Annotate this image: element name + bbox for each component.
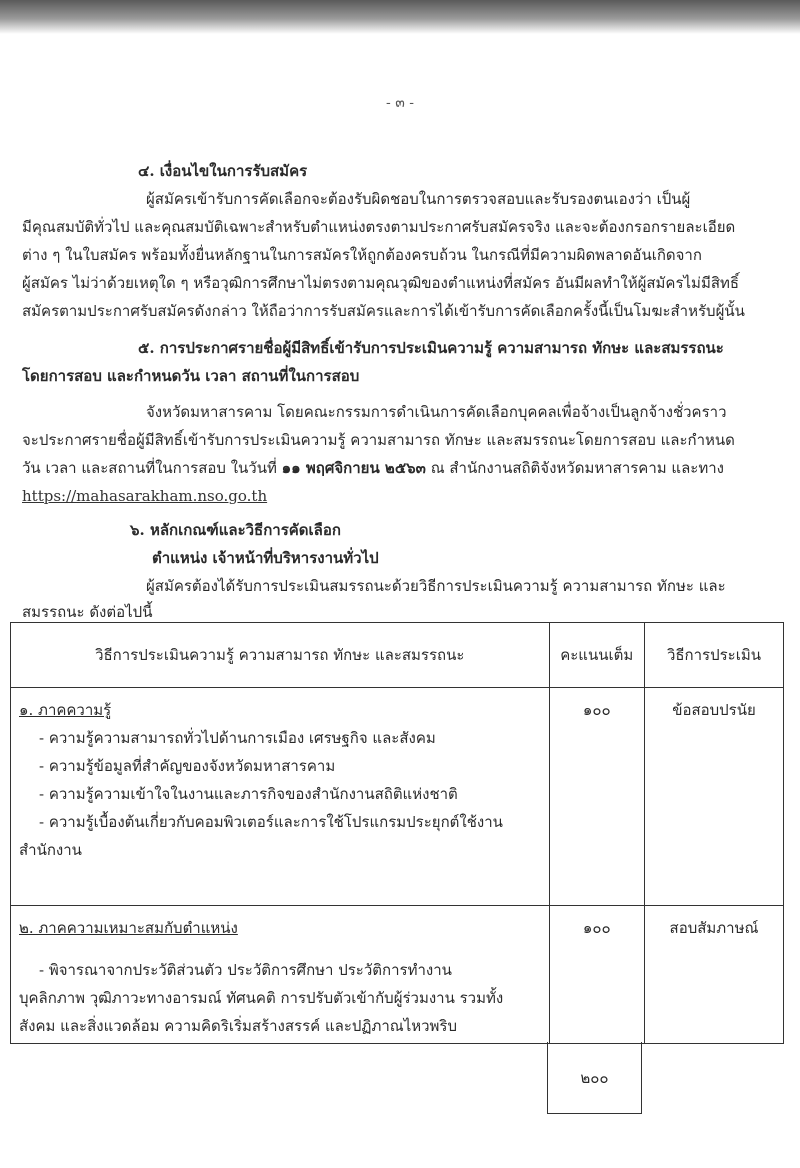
list-item: - ความรู้ความสามารถทั่วไปด้านการเมือง เศรษฐกิจ และสังคม — [39, 729, 436, 747]
row-suitability-cell — [11, 906, 550, 1044]
section-4-line: ต่าง ๆ ในใบสมัคร พร้อมทั้งยื่นหลักฐานในการสมัครให้ถูกต้องครบถ้วน ในกรณีที่มีความผิดพลาดอันเกิดจาก — [22, 246, 702, 264]
exam-date: ๑๑ พฤศจิกายน ๒๕๖๓ — [281, 459, 426, 477]
section-5-line: จังหวัดมหาสารคาม โดยคณะกรรมการดำเนินการคัดเลือกบุคคลเพื่อจ้างเป็นลูกจ้างชั่วคราว — [146, 403, 727, 421]
table-header-row — [11, 623, 784, 688]
evaluation-method: สอบสัมภาษณ์ — [669, 919, 759, 937]
row-knowledge-cell — [11, 688, 550, 906]
schedule-text-cont: ณ สำนักงานสถิติจังหวัดมหาสารคาม และทาง — [425, 459, 724, 477]
section-4-line: ผู้สมัครเข้ารับการคัดเลือกจะต้องรับผิดชอบในการตรวจสอบและรับรองตนเองว่า เป็นผู้ — [146, 190, 691, 208]
score-value: ๑๐๐ — [582, 919, 611, 937]
schedule-text: วัน เวลา และสถานที่ในการสอบ ในวันที่ — [22, 459, 282, 477]
list-item: - ความรู้เบื้องต้นเกี่ยวกับคอมพิวเตอร์และการใช้โปรแกรมประยุกต์ใช้งาน — [39, 813, 503, 831]
section-5-heading: ๕. การประกาศรายชื่อผู้มีสิทธิ์เข้ารับการประเมินความรู้ ความสามารถ ทักษะ และสมรรถนะ — [138, 339, 724, 357]
row-description: - พิจารณาจากประวัติส่วนตัว ประวัติการศึกษา ประวัติการทำงาน — [39, 961, 452, 979]
row-evaluation-cell — [644, 688, 783, 906]
section-5-line: จะประกาศรายชื่อผู้มีสิทธิ์เข้ารับการประเมินความรู้ ความสามารถ ทักษะ และสมรรถนะโดยการสอบ และกำหนด — [22, 431, 735, 449]
row-score-cell — [549, 688, 644, 906]
list-item: - ความรู้ความเข้าใจในงานและภารกิจของสำนักงานสถิติแห่งชาติ — [39, 785, 458, 803]
row-score-cell — [549, 906, 644, 1044]
section-4-line: มีคุณสมบัติทั่วไป และคุณสมบัติเฉพาะสำหรับตำแหน่งตรงตามประกาศรับสมัครจริง และจะต้องกรอกรายละเอียด — [22, 218, 736, 236]
header-full-score: คะแนนเต็ม — [549, 623, 644, 688]
section-4-line: ผู้สมัคร ไม่ว่าด้วยเหตุใด ๆ หรือวุฒิการศึกษาไม่ตรงตามคุณวุฒิของตำแหน่งที่สมัคร อันมีผลทำให้ผู้สมัครไม่มีสิทธิ์ — [22, 274, 740, 292]
row-title: ๒. ภาคความเหมาะสมกับตำแหน่ง — [19, 919, 238, 937]
list-item-continuation: สำนักงาน — [19, 841, 82, 859]
section-5-heading-cont: โดยการสอบ และกำหนดวัน เวลา สถานที่ในการสอบ — [22, 367, 360, 385]
section-4-line: สมัครตามประกาศรับสมัครดังกล่าว ให้ถือว่าการรับสมัครและการได้เข้ารับการคัดเลือกครั้งนี้เป็นโมฆะสำหรับผู้นั้น — [22, 302, 745, 320]
row-description: สังคม และสิ่งแวดล้อม ความคิดริเริ่มสร้างสรรค์ และปฏิภาณไหวพริบ — [19, 1017, 458, 1035]
table-row — [11, 688, 784, 906]
score-value: ๑๐๐ — [582, 701, 611, 719]
section-6-heading: ๖. หลักเกณฑ์และวิธีการคัดเลือก — [130, 521, 341, 539]
criteria-table — [10, 622, 784, 1044]
scan-top-shadow — [0, 0, 800, 34]
section-4-heading: ๔. เงื่อนไขในการรับสมัคร — [138, 162, 308, 180]
page-number: - ๓ - — [386, 95, 414, 111]
header-method: วิธีการประเมินความรู้ ความสามารถ ทักษะ และสมรรถนะ — [11, 623, 550, 688]
evaluation-method: ข้อสอบปรนัย — [672, 701, 756, 719]
row-evaluation-cell — [644, 906, 783, 1044]
nso-website-link[interactable]: https://mahasarakham.nso.go.th — [22, 487, 268, 505]
header-evaluation: วิธีการประเมิน — [644, 623, 783, 688]
table-row — [11, 906, 784, 1044]
position-title: ตำแหน่ง เจ้าหน้าที่บริหารงานทั่วไป — [152, 549, 379, 567]
row-description: บุคลิกภาพ วุฒิภาวะทางอารมณ์ ทัศนคติ การปรับตัวเข้ากับผู้ร่วมงาน รวมทั้ง — [19, 989, 504, 1007]
section-6-line: สมรรถนะ ดังต่อไปนี้ — [22, 603, 153, 621]
total-score: ๒๐๐ — [547, 1042, 642, 1114]
list-item: - ความรู้ข้อมูลที่สำคัญของจังหวัดมหาสารคาม — [39, 757, 336, 775]
section-6-line: ผู้สมัครต้องได้รับการประเมินสมรรถนะด้วยวิธีการประเมินความรู้ ความสามารถ ทักษะ และ — [146, 577, 726, 595]
row-title: ๑. ภาคความรู้ — [19, 701, 112, 719]
section-5-line — [22, 454, 724, 482]
